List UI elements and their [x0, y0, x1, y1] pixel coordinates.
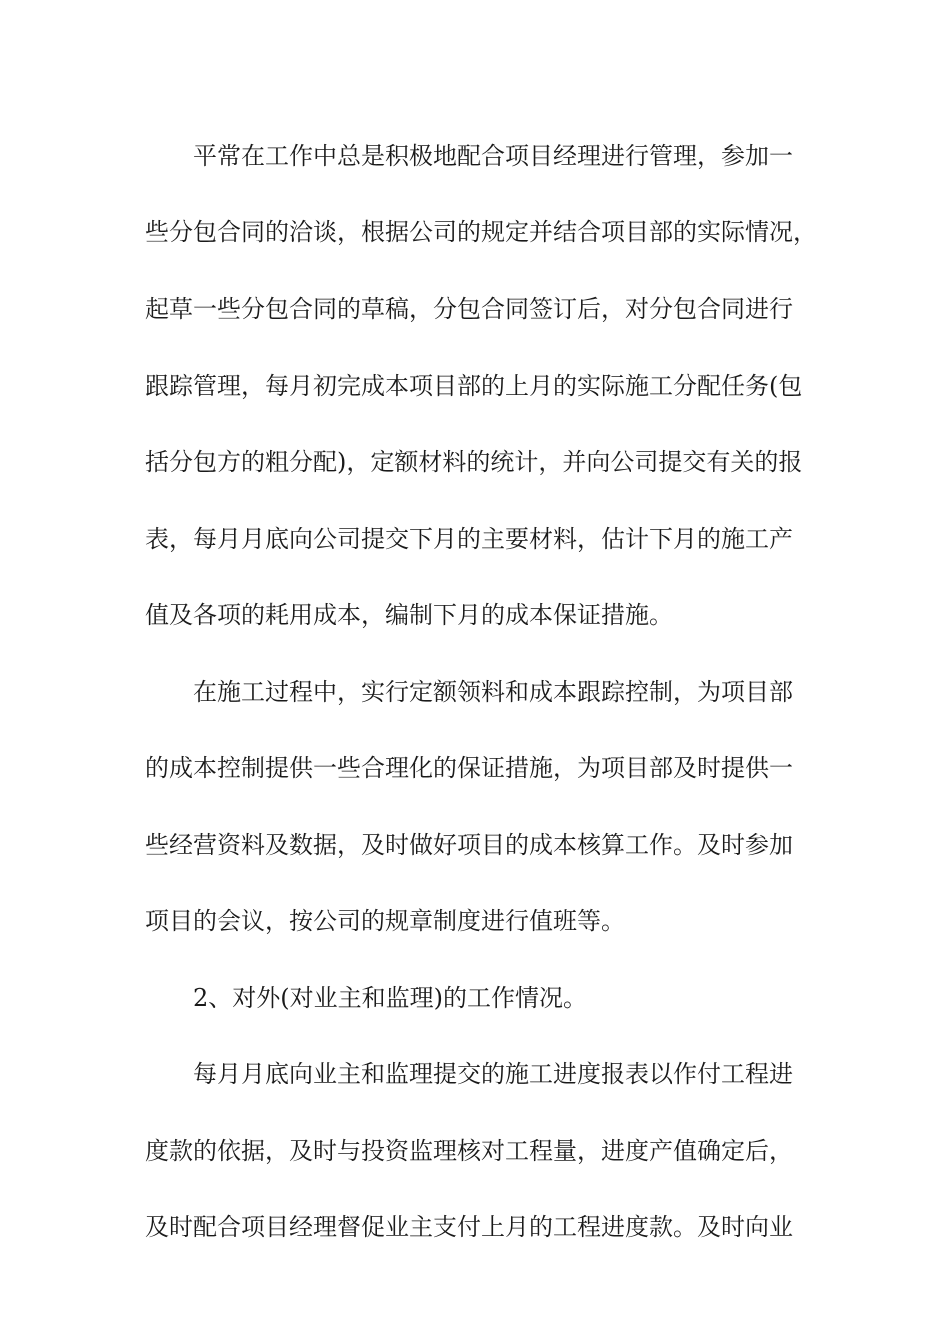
paragraph-1-line-1: 平常在工作中总是积极地配合项目经理进行管理，参加一	[193, 142, 793, 170]
paragraph-1-line-5: 括分包方的粗分配)，定额材料的统计，并向公司提交有关的报	[145, 448, 803, 476]
paragraph-1-line-4: 跟踪管理，每月初完成本项目部的上月的实际施工分配任务(包	[145, 372, 803, 400]
paragraph-1-line-3: 起草一些分包合同的草稿，分包合同签订后，对分包合同进行	[145, 295, 793, 323]
paragraph-3-line-2: 度款的依据，及时与投资监理核对工程量，进度产值确定后，	[145, 1137, 793, 1165]
paragraph-1-line-7: 值及各项的耗用成本，编制下月的成本保证措施。	[145, 601, 673, 629]
paragraph-1-line-6: 表，每月月底向公司提交下月的主要材料，估计下月的施工产	[145, 525, 793, 553]
paragraph-2-line-2: 的成本控制提供一些合理化的保证措施，为项目部及时提供一	[145, 754, 793, 782]
paragraph-3-line-1: 每月月底向业主和监理提交的施工进度报表以作付工程进	[193, 1060, 793, 1088]
paragraph-2-line-4: 项目的会议，按公司的规章制度进行值班等。	[145, 907, 625, 935]
paragraph-2-line-1: 在施工过程中，实行定额领料和成本跟踪控制，为项目部	[193, 678, 793, 706]
paragraph-2-line-3: 些经营资料及数据，及时做好项目的成本核算工作。及时参加	[145, 831, 793, 859]
section-heading: 2、对外(对业主和监理)的工作情况。	[193, 984, 587, 1012]
paragraph-3-line-3: 及时配合项目经理督促业主支付上月的工程进度款。及时向业	[145, 1213, 793, 1241]
paragraph-1-line-2: 些分包合同的洽谈，根据公司的规定并结合项目部的实际情况，	[145, 218, 817, 246]
